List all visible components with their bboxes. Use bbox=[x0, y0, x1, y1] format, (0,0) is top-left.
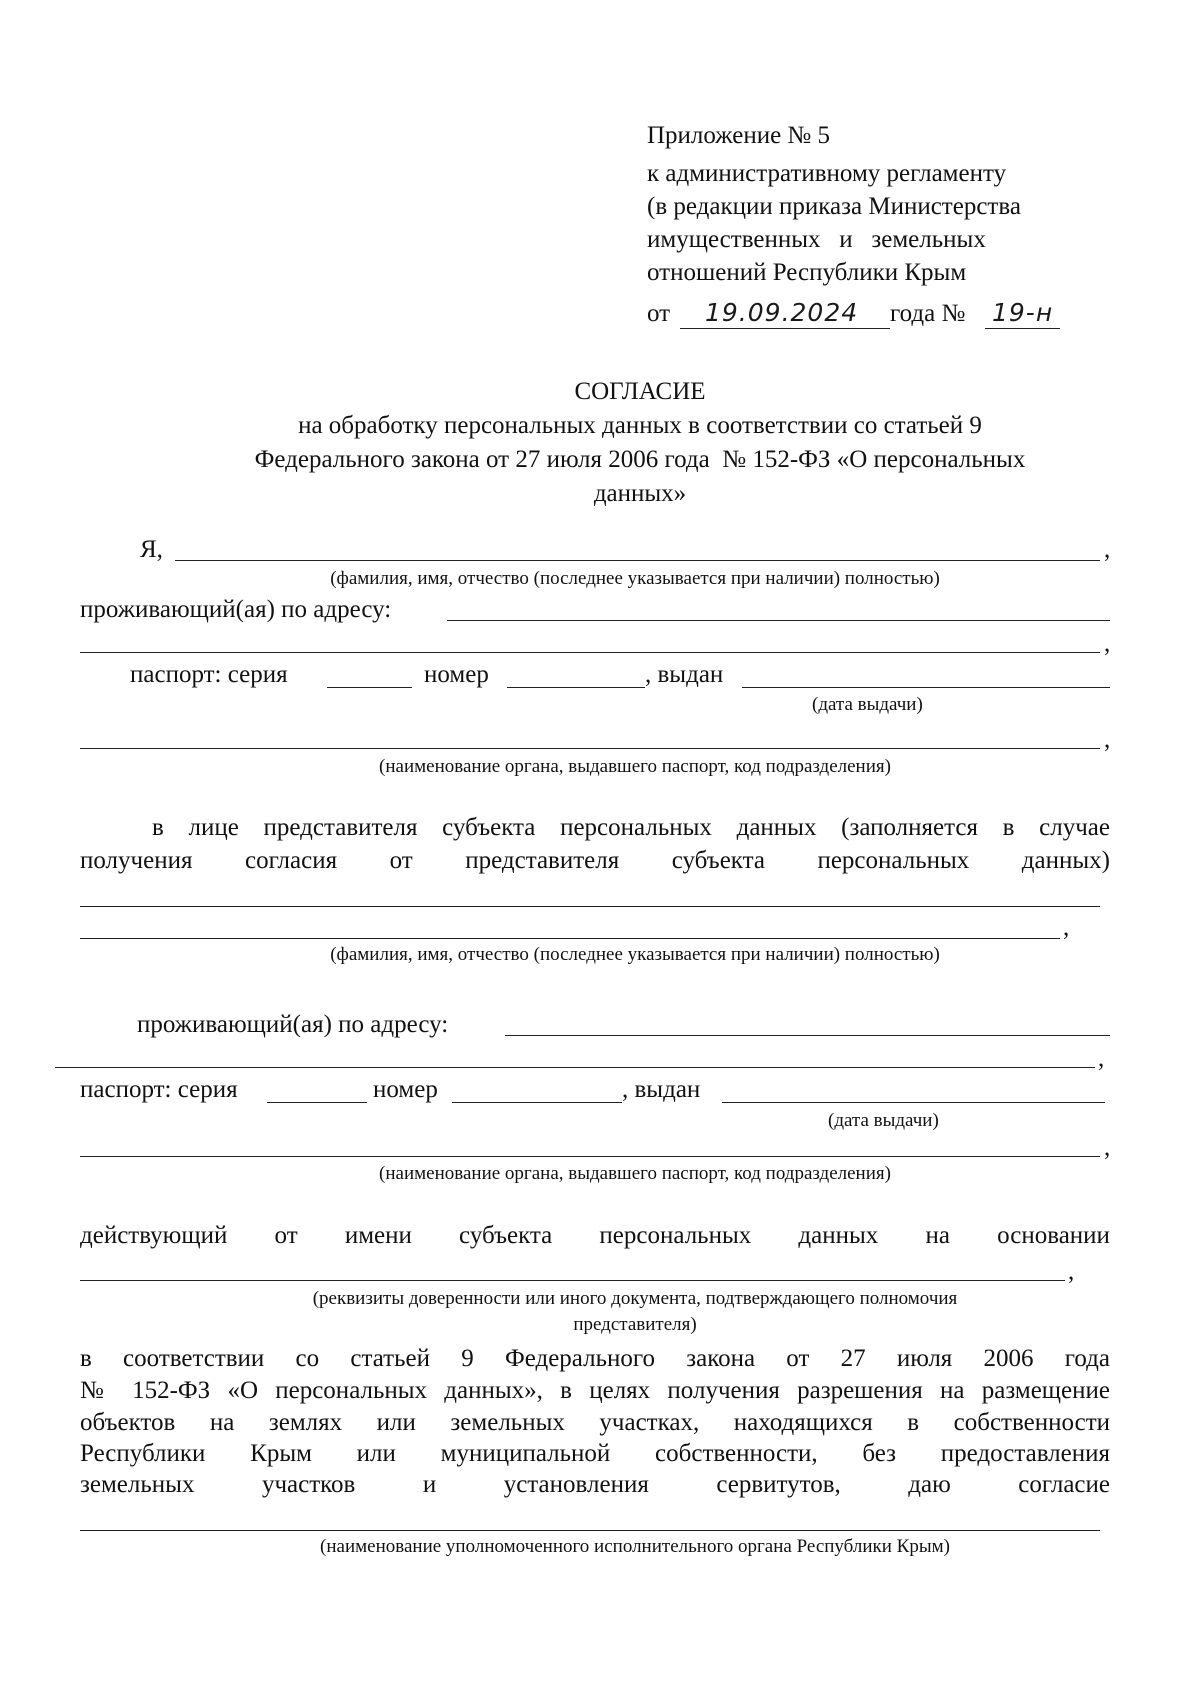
issue-date-hint: (дата выдачи) bbox=[812, 694, 923, 715]
fio-field[interactable] bbox=[175, 560, 1100, 561]
ya-label: Я, bbox=[140, 536, 163, 563]
passport-number-label: номер bbox=[424, 661, 489, 688]
power-of-attorney-hint: (реквизиты доверенности или иного документа, подтверждающего полномочия bbox=[312, 1288, 958, 1309]
comma: , bbox=[1068, 1258, 1075, 1285]
consent-line: Республики Крым или муниципальной собственности, без предоставления bbox=[80, 1440, 1110, 1467]
consent-line: в соответствии со статьей 9 Федерального закона от 27 июля 2006 года bbox=[80, 1345, 1110, 1372]
passport-number-field[interactable] bbox=[507, 687, 645, 688]
representative-authority-hint: (наименование органа, выдавшего паспорт, код подразделения) bbox=[379, 1163, 891, 1184]
title-line: Федерального закона от 27 июля 2006 года № 152-ФЗ «О персональных bbox=[254, 446, 1026, 473]
word: персональных bbox=[817, 847, 970, 874]
address-field-2[interactable] bbox=[80, 652, 1100, 653]
header-line: к административному регламенту bbox=[647, 160, 1007, 187]
header-line: имущественных и земельных bbox=[647, 226, 986, 253]
word: от bbox=[274, 1222, 298, 1249]
word: персональных bbox=[599, 1222, 752, 1249]
word: действующий bbox=[80, 1222, 228, 1249]
header-line: отношений Республики Крым bbox=[647, 259, 967, 286]
appendix-number: Приложение № 5 bbox=[647, 122, 831, 149]
authority-name-hint: (наименование уполномоченного исполнительного органа Республики Крым) bbox=[320, 1536, 950, 1557]
representative-passport-issued-field[interactable] bbox=[722, 1102, 1105, 1103]
word: представителя bbox=[465, 847, 620, 874]
address-label: проживающий(ая) по адресу: bbox=[80, 596, 392, 623]
representative-passport-number-label: номер bbox=[373, 1076, 438, 1103]
word: субъекта bbox=[459, 1222, 553, 1249]
representative-address-field-2[interactable] bbox=[55, 1067, 1095, 1068]
header-line: (в редакции приказа Министерства bbox=[647, 193, 1021, 220]
passport-issued-label: , выдан bbox=[645, 661, 724, 688]
handwritten-number: 19-н bbox=[992, 298, 1054, 327]
word: имени bbox=[344, 1222, 412, 1249]
comma: , bbox=[1104, 536, 1111, 563]
word: согласия bbox=[244, 847, 338, 874]
passport-series-label: паспорт: серия bbox=[130, 661, 288, 688]
date-underline bbox=[680, 328, 890, 329]
word: данных bbox=[798, 1222, 879, 1249]
comma: , bbox=[1104, 630, 1111, 657]
comma: , bbox=[1098, 1045, 1105, 1072]
power-of-attorney-field[interactable] bbox=[80, 1280, 1065, 1281]
passport-issued-field[interactable] bbox=[742, 687, 1110, 688]
word: от bbox=[389, 847, 413, 874]
representative-intro: в лице представителя субъекта персональных данных (заполняется в случае bbox=[152, 814, 1110, 841]
word: получения bbox=[80, 847, 193, 874]
fio-hint: (фамилия, имя, отчество (последнее указывается при наличии) полностью) bbox=[330, 568, 940, 589]
comma: , bbox=[1104, 726, 1111, 753]
representative-fio-field[interactable] bbox=[80, 906, 1100, 907]
title-line: на обработку персональных данных в соответствии со статьей 9 bbox=[298, 412, 982, 439]
authority-field[interactable] bbox=[80, 748, 1100, 749]
representative-passport-number-field[interactable] bbox=[452, 1102, 622, 1103]
number-underline bbox=[985, 328, 1060, 329]
acting-on-behalf bbox=[80, 1222, 1110, 1250]
word: основании bbox=[997, 1222, 1110, 1249]
representative-address-field[interactable] bbox=[505, 1035, 1110, 1036]
comma: , bbox=[1063, 914, 1070, 941]
address-field[interactable] bbox=[447, 620, 1110, 621]
representative-authority-field[interactable] bbox=[80, 1156, 1100, 1157]
passport-series-field[interactable] bbox=[327, 687, 412, 688]
word: на bbox=[925, 1222, 950, 1249]
date-prefix: от bbox=[647, 300, 671, 327]
word: данных) bbox=[1021, 847, 1110, 874]
consent-line: № 152-ФЗ «О персональных данных», в целях получения разрешения на размещение bbox=[80, 1377, 1110, 1404]
representative-passport-series-label: паспорт: серия bbox=[80, 1076, 238, 1103]
power-of-attorney-hint-2: представителя) bbox=[573, 1314, 697, 1335]
comma: , bbox=[1104, 1134, 1111, 1161]
representative-issue-date-hint: (дата выдачи) bbox=[828, 1110, 939, 1131]
representative-intro-line2 bbox=[80, 847, 1110, 875]
consent-line: земельных участков и установления сервитутов, даю согласие bbox=[80, 1471, 1110, 1498]
representative-fio-field-2[interactable] bbox=[80, 938, 1060, 939]
consent-line: объектов на землях или земельных участках, находящихся в собственности bbox=[80, 1409, 1110, 1436]
title-line: данных» bbox=[593, 480, 687, 507]
authority-name-field[interactable] bbox=[80, 1530, 1100, 1531]
authority-hint: (наименование органа, выдавшего паспорт, код подразделения) bbox=[379, 756, 891, 777]
handwritten-date: 19.09.2024 bbox=[705, 298, 859, 327]
document-title: СОГЛАСИЕ bbox=[574, 378, 706, 405]
year-suffix: года № bbox=[890, 300, 966, 327]
representative-passport-issued-label: , выдан bbox=[622, 1076, 701, 1103]
representative-address-label: проживающий(ая) по адресу: bbox=[137, 1011, 449, 1038]
word: субъекта bbox=[671, 847, 765, 874]
representative-passport-series-field[interactable] bbox=[267, 1102, 367, 1103]
representative-fio-hint: (фамилия, имя, отчество (последнее указывается при наличии) полностью) bbox=[330, 944, 940, 965]
